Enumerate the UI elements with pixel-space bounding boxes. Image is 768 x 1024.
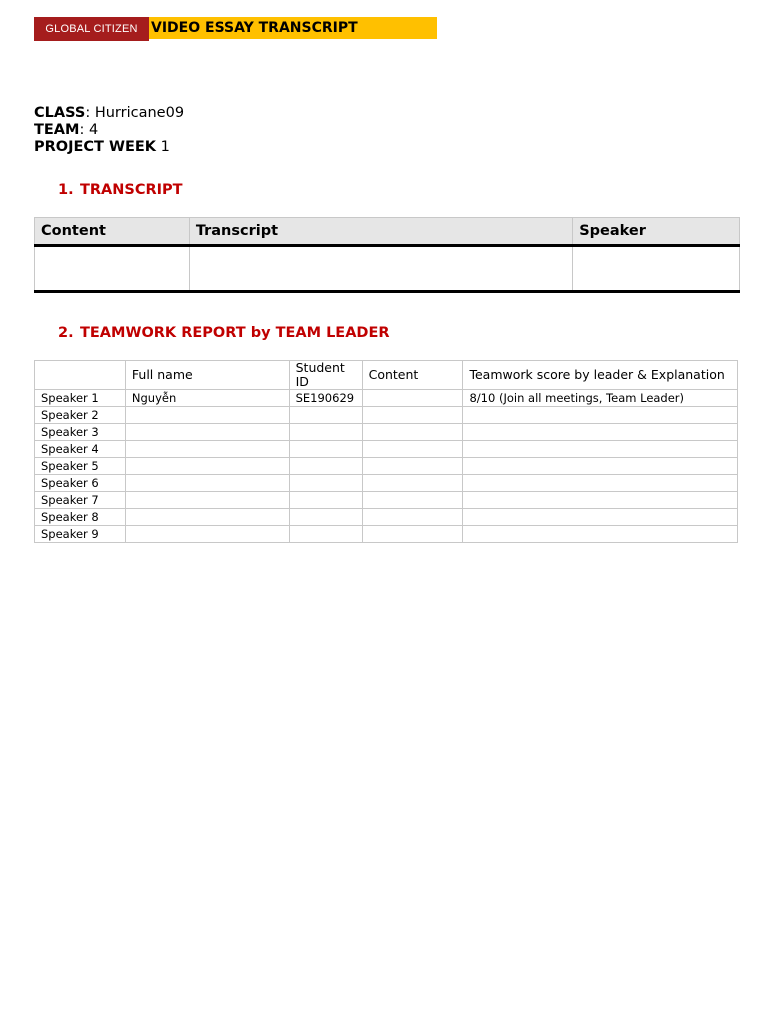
- document-meta: [34, 105, 184, 156]
- cell-student-id[interactable]: [289, 441, 362, 458]
- document-title: VIDEO ESSAY TRANSCRIPT: [149, 17, 437, 39]
- section-title: TRANSCRIPT: [80, 182, 183, 198]
- team-value: : 4: [79, 122, 99, 138]
- table-row: [35, 441, 738, 458]
- cell-speaker: Speaker 8: [35, 509, 126, 526]
- cell-full-name[interactable]: [125, 492, 289, 509]
- cell-speaker: Speaker 7: [35, 492, 126, 509]
- cell-speaker: Speaker 3: [35, 424, 126, 441]
- cell-full-name[interactable]: [125, 458, 289, 475]
- cell-content[interactable]: [362, 526, 463, 543]
- cell-teamwork-score[interactable]: [463, 458, 738, 475]
- cell-full-name[interactable]: [125, 475, 289, 492]
- class-value: : Hurricane09: [85, 105, 185, 121]
- cell-content[interactable]: [362, 441, 463, 458]
- cell-teamwork-score[interactable]: [463, 526, 738, 543]
- cell-speaker: Speaker 9: [35, 526, 126, 543]
- transcript-cell-speaker[interactable]: [573, 246, 740, 292]
- table-row: [35, 407, 738, 424]
- section-number: 2.: [58, 325, 74, 341]
- cell-content[interactable]: [362, 509, 463, 526]
- column-header-teamwork-score: Teamwork score by leader & Explanation: [463, 361, 738, 390]
- cell-teamwork-score[interactable]: [463, 492, 738, 509]
- cell-full-name[interactable]: [125, 441, 289, 458]
- section-heading-transcript: [58, 182, 183, 198]
- cell-full-name[interactable]: Nguyễn: [125, 390, 289, 407]
- cell-student-id[interactable]: SE190629: [289, 390, 362, 407]
- cell-content[interactable]: [362, 407, 463, 424]
- cell-speaker: Speaker 2: [35, 407, 126, 424]
- table-row: [35, 492, 738, 509]
- column-header-content: Content: [35, 218, 190, 246]
- cell-student-id[interactable]: [289, 458, 362, 475]
- table-row: [35, 424, 738, 441]
- column-header-speaker: [35, 361, 126, 390]
- cell-teamwork-score[interactable]: [463, 475, 738, 492]
- transcript-cell-transcript[interactable]: [189, 246, 572, 292]
- column-header-speaker: Speaker: [573, 218, 740, 246]
- cell-teamwork-score[interactable]: 8/10 (Join all meetings, Team Leader): [463, 390, 738, 407]
- table-row: [35, 509, 738, 526]
- team-line: [34, 122, 184, 139]
- class-line: [34, 105, 184, 122]
- week-label: PROJECT WEEK: [34, 139, 157, 155]
- cell-speaker: Speaker 5: [35, 458, 126, 475]
- section-title: TEAMWORK REPORT by TEAM LEADER: [80, 325, 390, 341]
- cell-teamwork-score[interactable]: [463, 509, 738, 526]
- column-header-full-name: Full name: [125, 361, 289, 390]
- column-header-student-id: Student ID: [289, 361, 362, 390]
- week-line: [34, 139, 184, 156]
- table-row: [35, 475, 738, 492]
- table-row: [35, 390, 738, 407]
- document-header: [34, 17, 437, 41]
- cell-content[interactable]: [362, 390, 463, 407]
- week-value: 1: [156, 139, 170, 155]
- cell-speaker: Speaker 4: [35, 441, 126, 458]
- table-row: [35, 458, 738, 475]
- class-label: CLASS: [34, 105, 86, 121]
- teamwork-header-row: [35, 361, 738, 390]
- transcript-table: [34, 217, 740, 293]
- transcript-header-row: [35, 218, 740, 246]
- column-header-transcript: Transcript: [189, 218, 572, 246]
- cell-student-id[interactable]: [289, 492, 362, 509]
- cell-student-id[interactable]: [289, 526, 362, 543]
- cell-teamwork-score[interactable]: [463, 441, 738, 458]
- cell-teamwork-score[interactable]: [463, 424, 738, 441]
- section-heading-teamwork: [58, 325, 390, 341]
- transcript-cell-content[interactable]: [35, 246, 190, 292]
- cell-content[interactable]: [362, 475, 463, 492]
- cell-speaker: Speaker 1: [35, 390, 126, 407]
- teamwork-table: [34, 360, 738, 543]
- section-number: 1.: [58, 182, 74, 198]
- cell-content[interactable]: [362, 424, 463, 441]
- cell-teamwork-score[interactable]: [463, 407, 738, 424]
- cell-content[interactable]: [362, 458, 463, 475]
- table-row: [35, 526, 738, 543]
- cell-content[interactable]: [362, 492, 463, 509]
- cell-full-name[interactable]: [125, 526, 289, 543]
- cell-student-id[interactable]: [289, 424, 362, 441]
- cell-full-name[interactable]: [125, 407, 289, 424]
- cell-student-id[interactable]: [289, 475, 362, 492]
- cell-speaker: Speaker 6: [35, 475, 126, 492]
- cell-full-name[interactable]: [125, 509, 289, 526]
- team-label: TEAM: [34, 122, 80, 138]
- column-header-content: Content: [362, 361, 463, 390]
- global-citizen-logo: GLOBAL CITIZEN: [34, 17, 149, 41]
- cell-student-id[interactable]: [289, 509, 362, 526]
- cell-student-id[interactable]: [289, 407, 362, 424]
- cell-full-name[interactable]: [125, 424, 289, 441]
- transcript-row: [35, 246, 740, 292]
